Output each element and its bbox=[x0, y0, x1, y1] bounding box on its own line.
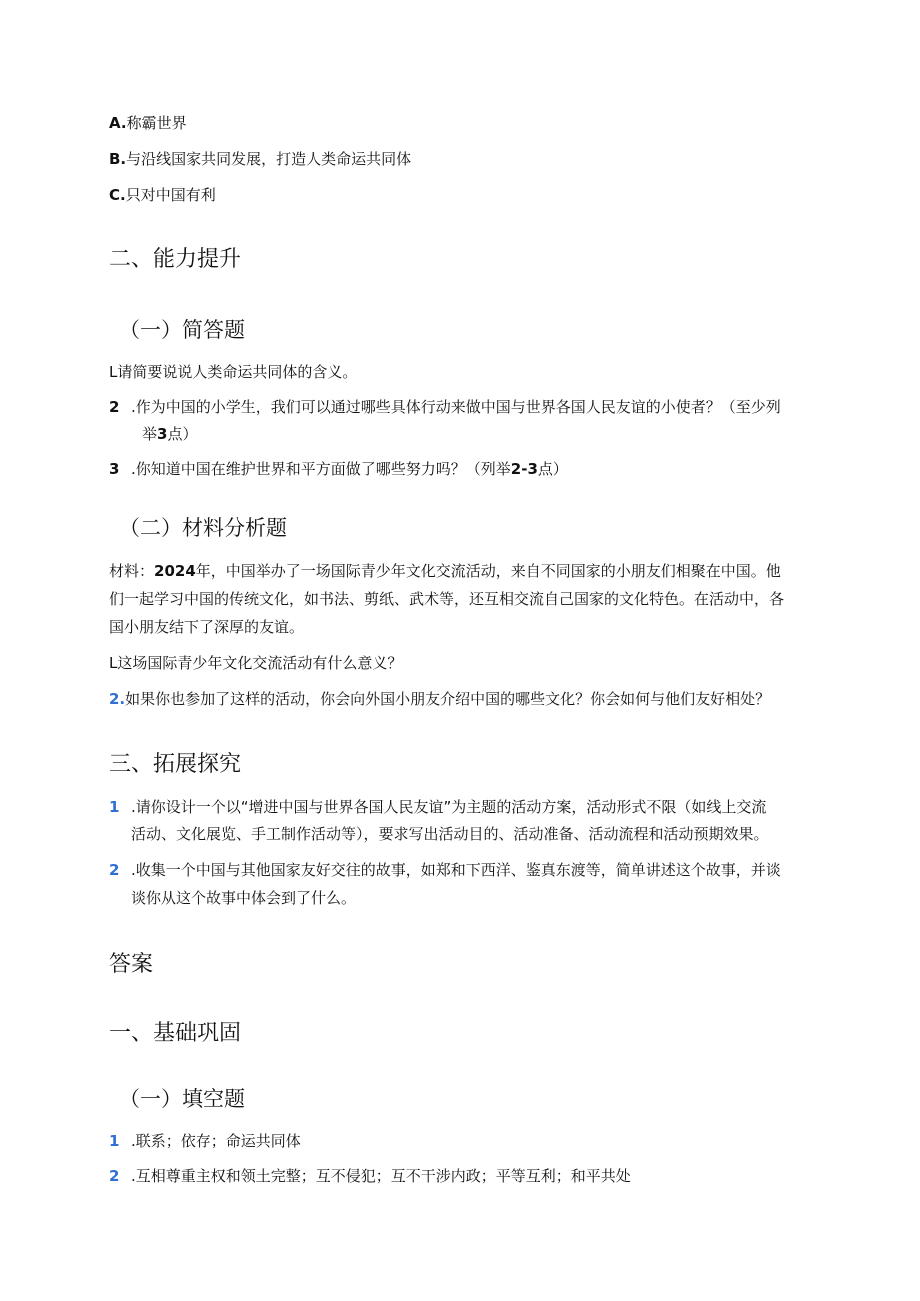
question-number: 1 bbox=[109, 798, 120, 816]
question-text: 点） bbox=[537, 460, 568, 478]
option-letter: C. bbox=[109, 186, 126, 204]
material-line1 bbox=[109, 561, 781, 581]
option-text: 只对中国有利 bbox=[125, 186, 216, 204]
short-answer-q2-line2 bbox=[142, 424, 197, 444]
short-answer-q1: L请简要说说人类命运共同体的含义。 bbox=[109, 363, 358, 381]
answers-section1-title: 一、基础巩固 bbox=[109, 1021, 242, 1046]
option-a bbox=[109, 113, 187, 133]
option-text: 与沿线国家共同发展，打造人类命运共同体 bbox=[126, 150, 412, 168]
question-number: 3 bbox=[109, 460, 120, 478]
question-count: 3 bbox=[157, 425, 168, 443]
answer-text: .联系；依存；命运共同体 bbox=[131, 1132, 301, 1150]
question-count: 2-3 bbox=[510, 460, 538, 478]
question-text: 举 bbox=[142, 425, 158, 443]
short-answer-q2 bbox=[109, 397, 781, 417]
material-q1: L这场国际青少年文化交流活动有什么意义？ bbox=[109, 654, 403, 672]
short-answer-q3 bbox=[109, 459, 568, 479]
question-number: 2 bbox=[109, 398, 120, 416]
material-year: 2024 bbox=[154, 562, 196, 580]
question-text: .你知道中国在维护世界和平方面做了哪些努力吗？（列举 bbox=[131, 460, 511, 478]
short-answer-title: （一）简答题 bbox=[119, 318, 245, 342]
option-letter: A. bbox=[109, 114, 127, 132]
question-text-line1: .请你设计一个以“增进中国与世界各国人民友谊”为主题的活动方案，活动形式不限（如线上交流 bbox=[131, 798, 767, 816]
answer-number: 2 bbox=[109, 1167, 120, 1185]
material-line2: 们一起学习中国的传统文化，如书法、剪纸、武术等，还互相交流自己国家的文化特色。在活动中，各 bbox=[109, 590, 785, 608]
answer-2 bbox=[109, 1166, 631, 1186]
material-q2 bbox=[109, 689, 770, 709]
answers-title: 答案 bbox=[109, 952, 154, 977]
answer-text: .互相尊重主权和领土完整；互不侵犯；互不干涉内政；平等互利；和平共处 bbox=[131, 1167, 631, 1185]
material-text: 年，中国举办了一场国际青少年文化交流活动，来自不同国家的小朋友们相聚在中国。他 bbox=[195, 562, 781, 580]
option-c bbox=[109, 185, 216, 205]
section3-title: 三、拓展探究 bbox=[109, 752, 242, 777]
material-label: 材料： bbox=[109, 562, 155, 580]
question-number: 2. bbox=[109, 690, 126, 708]
question-text: 点） bbox=[167, 425, 198, 443]
extension-q1-line2: 活动、文化展览、手工制作活动等），要求写出活动目的、活动准备、活动流程和活动预期效果。 bbox=[131, 825, 769, 843]
option-b bbox=[109, 149, 411, 169]
extension-q1 bbox=[109, 797, 766, 817]
answer-1 bbox=[109, 1131, 301, 1151]
material-title: （二）材料分析题 bbox=[119, 516, 287, 540]
extension-q2 bbox=[109, 860, 781, 880]
fill-blank-title: （一）填空题 bbox=[119, 1087, 245, 1111]
extension-q2-line2: 谈你从这个故事中体会到了什么。 bbox=[131, 889, 357, 907]
question-number: 2 bbox=[109, 861, 120, 879]
question-text: 如果你也参加了这样的活动，你会向外国小朋友介绍中国的哪些文化？你会如何与他们友好相处？ bbox=[125, 690, 771, 708]
answer-number: 1 bbox=[109, 1132, 120, 1150]
option-text: 称霸世界 bbox=[126, 114, 187, 132]
section2-title: 二、能力提升 bbox=[109, 247, 242, 272]
option-letter: B. bbox=[109, 150, 127, 168]
question-text-line1: .作为中国的小学生，我们可以通过哪些具体行动来做中国与世界各国人民友谊的小使者？（至少列 bbox=[131, 398, 781, 416]
material-line3: 国小朋友结下了深厚的友谊。 bbox=[109, 618, 305, 636]
question-text-line1: .收集一个中国与其他国家友好交往的故事，如郑和下西洋、鉴真东渡等，简单讲述这个故事，并谈 bbox=[131, 861, 781, 879]
